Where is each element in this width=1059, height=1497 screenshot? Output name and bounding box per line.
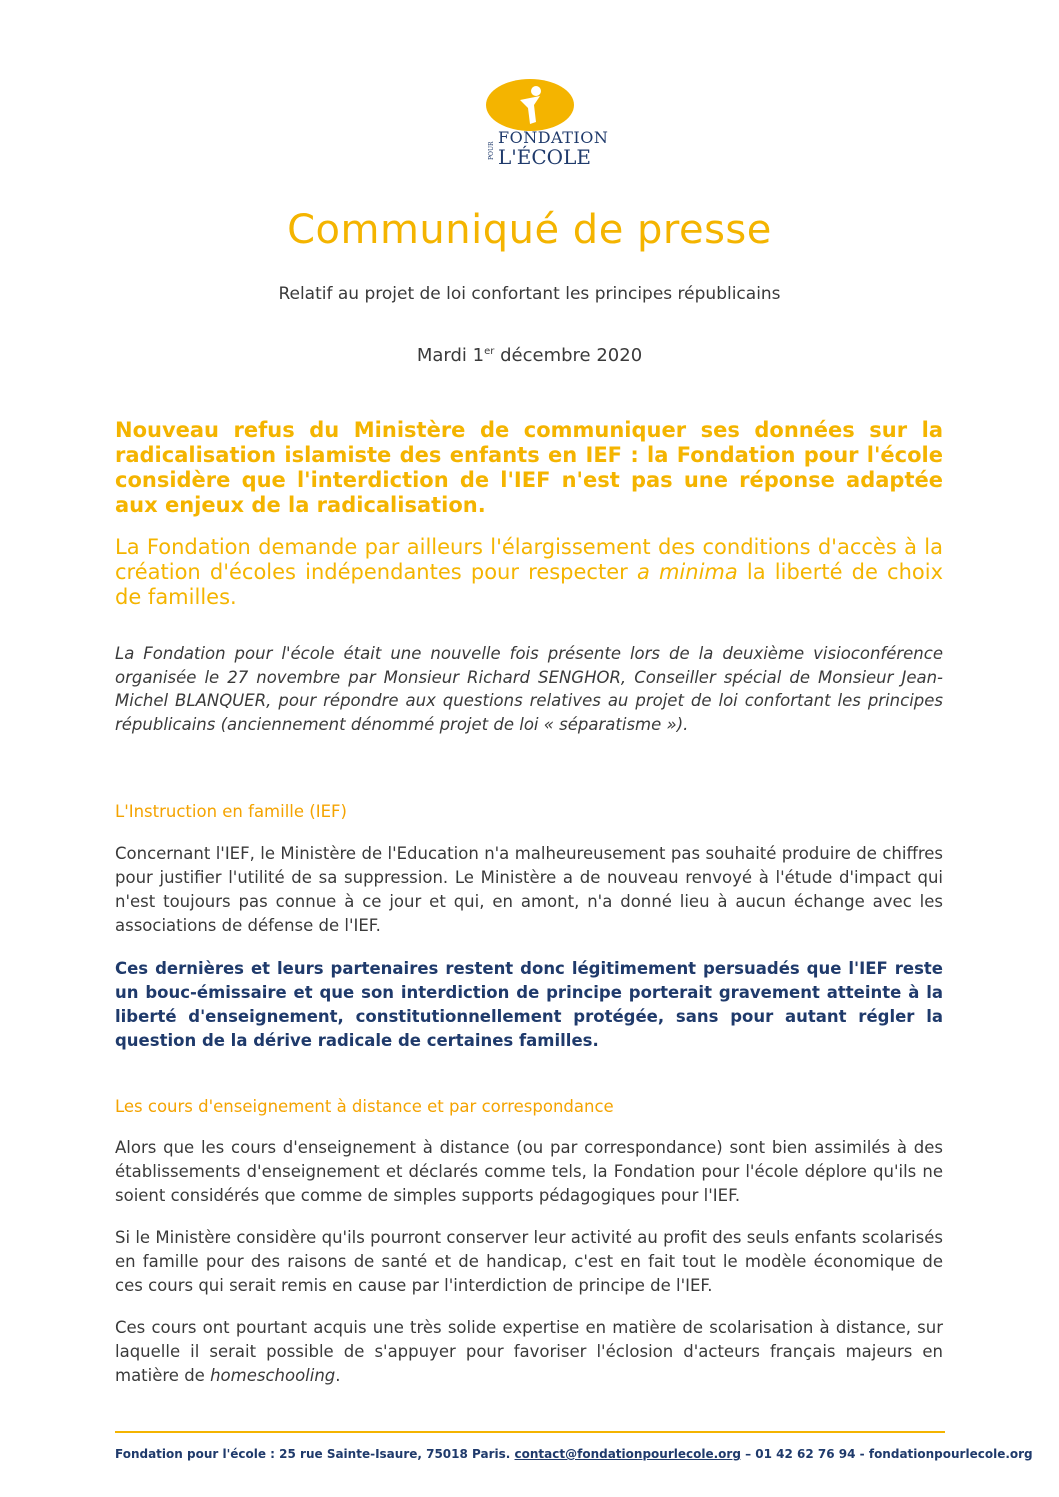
- section1-paragraph-1: Concernant l'IEF, le Ministère de l'Education n'a malheureusement pas souhaité produire de chiffres pour justifier l'utilité de sa suppression. Le Ministère a de nouveau renvoyé à l'étude d'impact qui n'est toujours pas connue à ce jour et qui, en amont, n'a donné lieu à aucun échange avec les associations de défense de l'IEF.: [115, 844, 943, 935]
- subtitle: Relatif au projet de loi confortant les principes républicains: [278, 284, 781, 304]
- date-day-suffix: er: [484, 346, 495, 357]
- section2-paragraph-2: Si le Ministère considère qu'ils pourront conserver leur activité au profit des seuls enfants scolarisés en famille pour des raisons de santé et de handicap, c'est en fait tout le modèle économique de ces cours qui serait remis en cause par l'interdiction de principe de l'IEF.: [115, 1228, 943, 1295]
- logo-text: [488, 128, 609, 169]
- lead-text-before: La Fondation demande par ailleurs l'élargissement des conditions d'accès à la création d'écoles indépendantes pour respecter: [115, 535, 943, 584]
- footer-website: fondationpourlecole.org: [868, 1447, 1033, 1461]
- date-day: 1: [472, 345, 485, 366]
- publication-date: [0, 345, 1059, 366]
- footer-email-link[interactable]: contact@fondationpourlecole.org: [514, 1447, 741, 1461]
- date-weekday: Mardi: [416, 345, 467, 366]
- footer-separator-1: –: [740, 1447, 756, 1461]
- logo-fondation: FONDATION: [498, 128, 609, 147]
- logo-pour: POUR: [488, 141, 495, 160]
- intro-paragraph: La Fondation pour l'école était une nouvelle fois présente lors de la deuxième visioconférence organisée le 27 novembre par Monsieur Richard SENGHOR, Conseiller spécial de Monsieur Jean-Michel BLANQUER, pour répondre aux questions relatives au projet de loi confortant les principes républicains (anciennement dénommé projet de loi « séparatisme »).: [115, 644, 943, 734]
- section2-paragraph-1: Alors que les cours d'enseignement à distance (ou par correspondance) sont bien assimilés à des établissements d'enseignement et déclarés comme tels, la Fondation pour l'école déplore qu'ils ne soient considérés que comme de simples supports pédagogiques pour l'IEF.: [115, 1138, 943, 1205]
- lead-text-after: la liberté de choix de familles.: [115, 560, 944, 609]
- section2-paragraph-3: [115, 1316, 943, 1388]
- section2-p3-after: .: [335, 1366, 341, 1385]
- footer-phone: 01 42 62 76 94: [755, 1447, 856, 1461]
- lead-headline: Nouveau refus du Ministère de communiquer ses données sur la radicalisation islamiste des enfants en IEF : la Fondation pour l'école considère que l'interdiction de l'IEF n'est pas une réponse adaptée aux enjeux de la radicalisation.: [115, 418, 943, 517]
- footer-divider: [115, 1431, 945, 1433]
- lead-paragraph: [115, 535, 943, 610]
- section2-p3-emphasis: homeschooling: [210, 1366, 336, 1385]
- logo: [480, 78, 609, 169]
- footer-separator-2: -: [855, 1447, 869, 1461]
- fondation-logo-icon: [484, 78, 576, 133]
- section-heading-distance-courses: Les cours d'enseignement à distance et par correspondance: [115, 1097, 614, 1116]
- section2-p3-before: Ces cours ont pourtant acquis une très solide expertise en matière de scolarisation à distance, sur laquelle il serait possible de s'appuyer pour favoriser l'éclosion d'acteurs français majeurs en matière de: [115, 1318, 943, 1385]
- logo-ecole: L'ÉCOLE: [498, 145, 591, 169]
- section-heading-ief: L'Instruction en famille (IEF): [115, 802, 347, 821]
- lead-emphasis: a minima: [636, 560, 738, 584]
- page-title: Communiqué de presse: [287, 207, 772, 253]
- footer-address: Fondation pour l'école : 25 rue Sainte-Isaure, 75018 Paris.: [115, 1447, 511, 1461]
- footer: [115, 1447, 1033, 1461]
- date-rest: décembre 2020: [500, 345, 643, 366]
- section1-paragraph-2: Ces dernières et leurs partenaires restent donc légitimement persuadés que l'IEF reste un bouc-émissaire et que son interdiction de principe porterait gravement atteinte à la liberté d'enseignement, constitutionnellement protégée, sans pour autant régler la question de la dérive radicale de certaines familles.: [115, 959, 943, 1050]
